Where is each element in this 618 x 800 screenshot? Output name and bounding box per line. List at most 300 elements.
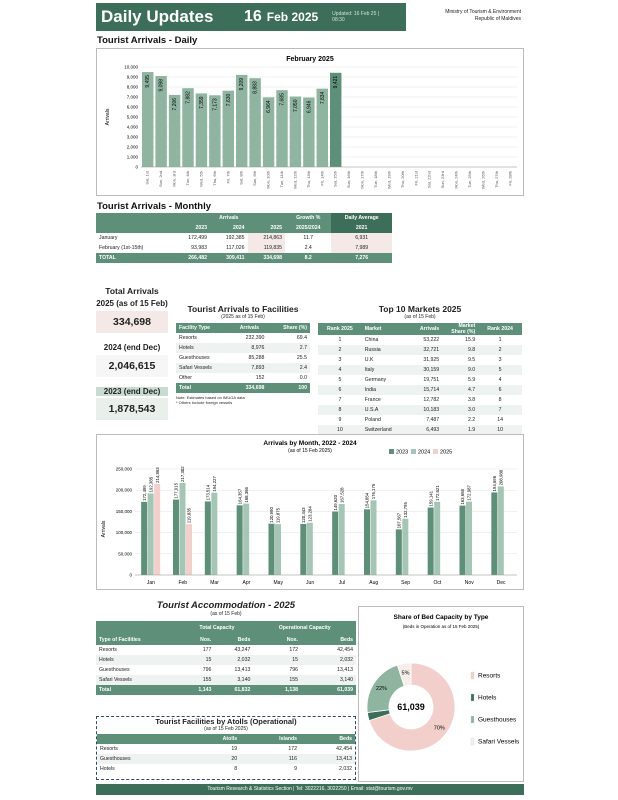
atoll-row-cell: Resorts	[100, 746, 118, 752]
market-row-cell: 53,222	[423, 337, 440, 343]
atolls-panel: Tourist Facilities by Atolls (Operational) (as of 15 Feb 2025) Atolls Islands Beds Resorts 19 172 42,454 Guesthouses 20 116 13,413 Hotels 8 9 2,032	[96, 716, 356, 780]
monthly-bar	[434, 502, 440, 575]
updated-stamp: Updated: 16 Feb 25 | 08:30	[332, 11, 380, 23]
daily-bar-label: 9,495	[145, 75, 152, 88]
accommodation-row-cell: Guesthouses	[99, 667, 130, 673]
market-row-cell: 7	[478, 405, 522, 415]
legend-swatch	[389, 449, 394, 454]
daily-x-tick: Wed, 19th	[386, 171, 392, 190]
monthly-y-tick: 100,000	[115, 530, 132, 536]
daily-y-tick: 7,000	[126, 94, 138, 100]
daily-bar-label: 7,050	[292, 99, 299, 113]
facility-row	[176, 363, 310, 373]
total-2024-value: 2,046,615	[96, 355, 168, 377]
monthly-chart-panel	[96, 434, 524, 590]
monthly-bar-label: 120,343	[301, 507, 307, 523]
market-row-cell: 1	[338, 337, 342, 343]
market-row-cell: U.K	[364, 357, 374, 363]
pie-slice-label: 5%	[401, 670, 410, 677]
monthly-section-title: Tourist Arrivals - Monthly	[97, 201, 212, 212]
market-row-cell: France	[364, 397, 381, 403]
total-arrivals-panel	[96, 286, 168, 420]
monthly-y-label: Arrivals	[101, 520, 107, 538]
monthly-bar-label: 119,875	[275, 507, 281, 524]
monthly-bar	[364, 509, 370, 575]
monthly-row-cell: 11.7	[303, 235, 314, 241]
daily-y-tick: 6,000	[126, 104, 138, 110]
accommodation-row-cell: 155	[253, 675, 301, 685]
monthly-row-cell: 93,983	[191, 245, 207, 251]
monthly-bar	[498, 486, 504, 575]
atoll-row-cell: 42,454	[336, 746, 352, 752]
monthly-bar-label: 194,227	[212, 476, 218, 492]
monthly-x-tick: May	[273, 580, 283, 586]
daily-bar-label: 7,882	[185, 91, 192, 104]
daily-x-tick: Thu, 27th	[493, 171, 499, 188]
facilities-subtitle: (2025 as of 15 Feb)	[221, 314, 265, 320]
monthly-bar-label: 173,514	[205, 484, 211, 501]
markets-title: Top 10 Markets 2025	[378, 304, 462, 314]
market-row-cell: 4.7	[442, 385, 478, 395]
monthly-bar	[243, 504, 249, 575]
accommodation-row-cell: 15	[181, 655, 215, 665]
atoll-row-cell: 19	[231, 746, 238, 752]
monthly-bar	[154, 484, 160, 575]
pie-slice-label: 22%	[375, 686, 387, 693]
market-row	[318, 365, 522, 375]
daily-bar-label: 9,209	[239, 77, 246, 91]
pie-legend-label: Safari Vessels	[478, 738, 520, 746]
pie-legend-swatch	[471, 716, 474, 723]
pie-subtitle: (Beds in Operation as of 15 Feb 2025)	[402, 624, 480, 629]
legend-label: 2025	[440, 449, 453, 456]
monthly-bar-label: 192,385	[148, 476, 154, 493]
monthly-y-tick: 250,000	[115, 466, 132, 472]
daily-y-tick: 3,000	[126, 134, 138, 140]
market-row-cell: 7	[338, 397, 342, 403]
accommodation-total-row: Total 1,143 61,832 1,138 61,039	[96, 685, 356, 695]
monthly-bar-label: 167,528	[339, 487, 345, 503]
daily-x-tick: Wed, 26th	[480, 171, 486, 190]
facilities-title: Tourist Arrivals to Facilities	[187, 304, 299, 314]
monthly-bar-label: 172,499	[141, 485, 147, 501]
facilities-total-row: Total 334,698 100	[176, 383, 310, 393]
monthly-bar	[275, 524, 281, 575]
monthly-x-tick: Nov	[464, 580, 474, 586]
total-2025-label: 2025 (as of 15 Feb)	[96, 299, 168, 308]
market-row-cell: 12,782	[423, 397, 440, 403]
daily-bar-label: 9,421	[333, 75, 340, 89]
daily-y-tick: 1,000	[126, 154, 138, 160]
daily-x-tick: Wed, 5th	[198, 171, 204, 187]
daily-x-tick: Mon, 24th	[453, 171, 459, 189]
daily-bar-label: 7,359	[198, 96, 205, 109]
header-bar	[96, 3, 524, 31]
facility-row	[176, 343, 310, 353]
daily-x-tick: Sun, 23rd	[440, 171, 446, 189]
market-row-cell: 2.2	[467, 417, 476, 423]
monthly-y-tick: 50,000	[118, 551, 132, 557]
monthly-bar-label: 214,863	[154, 467, 160, 483]
monthly-bar	[148, 493, 154, 575]
monthly-bar	[332, 512, 338, 575]
daily-x-tick: Tue, 25th	[467, 171, 472, 188]
market-row	[318, 405, 522, 415]
daily-x-tick: Mon, 3rd	[171, 171, 177, 187]
monthly-row-cell: February (1st-15th)	[99, 245, 144, 251]
facility-row	[176, 373, 310, 383]
daily-y-tick: 4,000	[126, 124, 138, 130]
monthly-row-cell: 172,499	[188, 235, 207, 241]
accommodation-row	[96, 665, 356, 675]
monthly-bar-label: 107,567	[396, 512, 402, 529]
daily-x-tick: Mon, 17th	[359, 171, 365, 189]
daily-y-tick: 8,000	[126, 84, 138, 90]
monthly-table: Arrivals Growth % Daily Average 2023 2024 2025 2025/2024 2021 January 172,499 192,385 214,863 11.7 6,931 February (1st-15th) 93,983 117,026 119,835 2.4 7,989 TOTAL 266,482 309,411 334,698 8.2 7,276	[96, 213, 392, 263]
facility-row-cell: Safari Vessels	[176, 363, 231, 373]
atoll-row-cell: 2,032	[339, 766, 352, 772]
monthly-bar	[428, 508, 434, 575]
ministry-label: Ministry of Tourism & Environment Republic of Maldives	[406, 3, 524, 31]
accommodation-subtitle: (as of 15 Feb)	[210, 611, 242, 617]
markets-panel: Top 10 Markets 2025 (as of 15 Feb) Rank 2025 Market Arrivals Market Share (%) Rank 2024 1 China 53,222 15.9 1 2 Russia 32,721 9.8 2 3 U.K 31,925 9.5 3 4 Italy 30,159 9.0 5 5 Germany 19,751 5.9 4 6 India 15,714 4.7 6 7 France 12,782 3.8 8 8 U.S.A 10,183 3.0 7 9 Poland 7,487 2.2 14 10 Switzerland 6,493 1.9 10	[318, 304, 522, 435]
market-row-cell: 9.5	[467, 357, 476, 363]
monthly-bar	[466, 502, 472, 575]
footer: Tourism Research & Statistics Section | Tel: 3022216, 3022250 | Email: stat@tourism.gov.mv	[96, 784, 524, 795]
market-row-cell: U.S.A	[362, 405, 407, 415]
market-row-cell: 9.0	[442, 365, 478, 375]
facility-row-cell: 152	[255, 375, 265, 381]
pie-center-label: 61,039	[397, 702, 425, 712]
monthly-arrivals-chart	[97, 435, 523, 589]
monthly-bar-label: 208,980	[498, 469, 504, 486]
monthly-y-tick: 0	[129, 572, 132, 578]
monthly-chart-title: Arrivals by Month, 2022 - 2024	[263, 440, 357, 447]
monthly-bar-label: 217,302	[180, 466, 186, 482]
daily-bar-label: 6,946	[306, 100, 313, 114]
facility-row-cell: 2.7	[267, 343, 310, 353]
accommodation-row	[96, 645, 356, 655]
daily-x-tick: Fri, 21st	[413, 171, 419, 186]
market-row-cell: 9	[338, 417, 342, 423]
daily-x-tick: Mon, 10th	[265, 171, 271, 189]
market-row-cell: 10	[478, 425, 522, 435]
accommodation-title: Tourist Accommodation - 2025	[156, 600, 296, 611]
daily-bar-label: 7,173	[212, 98, 219, 111]
header-day: 16	[244, 8, 262, 25]
monthly-row-cell: 6,931	[331, 233, 392, 243]
market-row-cell: 3.0	[442, 405, 478, 415]
monthly-bar	[173, 500, 179, 575]
monthly-bar	[269, 524, 275, 575]
daily-x-tick: Tue, 11th	[279, 171, 284, 188]
monthly-bar	[339, 504, 345, 575]
facility-row-cell: 69.4	[296, 335, 307, 341]
daily-y-tick: 5,000	[126, 114, 138, 120]
accommodation-row-cell: 13,413	[337, 667, 353, 673]
market-row-cell: 4	[318, 365, 362, 375]
pie-legend-label: Hotels	[478, 694, 497, 702]
facility-row-cell: Hotels	[176, 343, 231, 353]
daily-chart-panel	[96, 48, 524, 196]
accommodation-row-cell: 3,140	[301, 675, 356, 685]
pie-legend-swatch	[471, 694, 474, 701]
daily-x-tick: Sat, 1st	[144, 171, 150, 185]
market-row-cell: 10	[318, 425, 362, 435]
daily-chart-title: February 2025	[286, 56, 334, 63]
daily-bar-label: 7,630	[225, 93, 232, 107]
monthly-x-tick: Apr	[242, 580, 251, 586]
daily-arrivals-chart	[97, 49, 523, 195]
monthly-row	[96, 243, 392, 253]
total-arrivals-heading: Total Arrivals	[105, 286, 159, 296]
market-row-cell: 2	[318, 345, 362, 355]
accommodation-row-cell: 172	[289, 647, 298, 653]
facility-row-cell: Other	[179, 375, 192, 381]
total-2023-label: 2023 (end Dec)	[96, 387, 168, 396]
monthly-chart-subtitle: (as of 15 Feb 2025)	[288, 448, 332, 454]
market-row-cell: 4	[498, 377, 502, 383]
accommodation-row	[96, 655, 356, 665]
market-row-cell: 8	[318, 405, 362, 415]
monthly-bar-label: 154,854	[364, 492, 370, 509]
daily-bar-label: 8,883	[252, 81, 259, 94]
monthly-x-tick: Sep	[401, 580, 411, 586]
monthly-row-cell: 119,835	[248, 243, 286, 253]
market-row-cell: 5	[478, 365, 522, 375]
facility-row-cell: 25.5	[296, 355, 307, 361]
daily-x-tick: Sun, 2nd	[158, 171, 164, 188]
accommodation-row-cell: Resorts	[99, 647, 117, 653]
monthly-bar	[180, 483, 186, 575]
accommodation-row-cell: Hotels	[96, 655, 181, 665]
monthly-bar-label: 123,284	[307, 506, 313, 522]
monthly-bar	[237, 505, 243, 575]
daily-x-tick: Thu, 6th	[211, 171, 217, 186]
monthly-bar	[141, 502, 147, 575]
facility-row-cell: 2.4	[267, 363, 310, 373]
daily-x-tick: Sat, 15th	[332, 171, 338, 188]
monthly-bar	[205, 501, 211, 575]
market-row-cell: Italy	[362, 365, 407, 375]
total-2024-label: 2024 (end Dec)	[103, 343, 161, 352]
monthly-row-cell: January	[99, 235, 118, 241]
monthly-bar	[300, 524, 306, 575]
market-row	[318, 335, 522, 345]
facility-row-cell: Resorts	[179, 335, 197, 341]
daily-x-tick: Thu, 13th	[305, 171, 311, 188]
daily-bar-label: 6,964	[266, 100, 273, 113]
monthly-bar-label: 149,620	[332, 495, 338, 511]
daily-x-tick: Tue, 18th	[373, 171, 378, 188]
atoll-row-cell: Hotels	[100, 766, 115, 772]
total-2023-value: 1,878,543	[96, 398, 168, 420]
monthly-x-tick: Oct	[433, 580, 442, 586]
monthly-bar-label: 194,696	[492, 475, 498, 492]
atoll-row-cell: 8	[234, 766, 238, 772]
daily-x-tick: Fri, 28th	[507, 171, 513, 186]
facility-row-cell: 0.0	[299, 375, 307, 381]
market-row-cell: Russia	[362, 345, 407, 355]
market-row-cell: 19,751	[423, 377, 440, 383]
atolls-subtitle: (as of 15 Feb 2025)	[204, 726, 248, 732]
daily-bar-label: 7,834	[319, 91, 326, 105]
monthly-bar-label: 176,175	[371, 483, 377, 500]
accommodation-row-cell: 15	[253, 655, 301, 665]
daily-bar-label: 9,098	[158, 79, 165, 92]
accommodation-row-cell: Safari Vessels	[96, 675, 181, 685]
atoll-row-cell: 9	[294, 766, 298, 772]
pie-legend-swatch	[471, 738, 474, 745]
monthly-bar-label: 172,621	[434, 485, 440, 501]
daily-x-tick: Tue, 4th	[185, 171, 190, 186]
monthly-bar-label: 177,915	[173, 483, 179, 499]
pie-legend-label: Resorts	[478, 672, 501, 680]
market-row	[318, 395, 522, 405]
market-row	[318, 355, 522, 365]
monthly-bar-label: 120,990	[269, 507, 275, 523]
market-row-cell: 6	[318, 385, 362, 395]
market-row-cell: 3	[338, 357, 342, 363]
monthly-row-cell: 2.4	[304, 245, 312, 251]
monthly-x-tick: Jan	[146, 580, 155, 586]
market-row	[318, 385, 522, 395]
atolls-title: Tourist Facilities by Atolls (Operational)	[155, 717, 297, 726]
market-row-cell: 15.9	[465, 337, 476, 343]
markets-subtitle: (as of 15 Feb)	[404, 314, 436, 320]
monthly-row	[96, 233, 392, 243]
monthly-row-cell: 7,989	[331, 243, 392, 253]
market-row-cell: 8	[498, 397, 502, 403]
daily-x-tick: Sun, 16th	[346, 171, 352, 189]
accommodation-row-cell: 13,413	[234, 667, 251, 673]
monthly-total-row: TOTAL 266,482 309,411 334,698 8.2 7,276	[96, 253, 392, 263]
daily-x-tick: Sat, 8th	[238, 171, 244, 185]
daily-bar-label: 7,685	[279, 93, 286, 106]
market-row	[318, 375, 522, 385]
pie-legend-label: Guesthouses	[478, 716, 517, 724]
market-row-cell: 3.8	[467, 397, 476, 403]
monthly-bar-label: 163,658	[460, 489, 466, 505]
accommodation-panel: Tourist Accommodation - 2025 (as of 15 Feb) Total Capacity Operational Capacity Type of Facilities Nos. Beds Nos. Beds Resorts 177 43,247 172 42,454 Hotels 15 2,032 15 2,032 Guesthouses 796 13,413 796 13,413 Safari Vessels 155 3,140 155 3,140 Total 1,143 61,832 1,138 61,039	[96, 600, 356, 695]
facility-row-cell: 7,893	[231, 363, 267, 373]
header-month: Feb 2025	[266, 10, 319, 24]
monthly-x-tick: Mar	[210, 580, 219, 586]
market-row-cell: 6	[478, 385, 522, 395]
legend-label: 2024	[418, 449, 431, 456]
atoll-row-cell: Guesthouses	[97, 754, 189, 764]
daily-section-title: Tourist Arrivals - Daily	[97, 35, 198, 46]
market-row-cell: Poland	[364, 417, 381, 423]
facility-row-cell: 232,390	[245, 335, 265, 341]
monthly-y-tick: 200,000	[115, 487, 132, 493]
monthly-bar	[307, 523, 313, 575]
daily-x-tick: Fri, 14th	[319, 171, 325, 186]
daily-x-tick: Sat, 22nd	[426, 171, 432, 189]
pie-legend-swatch	[471, 672, 474, 679]
accommodation-row-cell: 177	[202, 647, 212, 653]
monthly-bar-label: 164,357	[237, 488, 243, 505]
accommodation-row-cell: 2,032	[301, 655, 356, 665]
legend-swatch	[411, 449, 416, 454]
accommodation-row-cell: 796	[289, 667, 298, 673]
monthly-x-tick: Aug	[369, 580, 379, 586]
monthly-x-tick: Dec	[496, 580, 506, 586]
monthly-bar-label: 119,835	[186, 507, 192, 524]
facility-row	[176, 353, 310, 363]
daily-bar-label: 7,206	[172, 97, 179, 111]
legend-label: 2023	[396, 449, 409, 456]
accommodation-row-cell: 155	[181, 675, 215, 685]
market-row-cell: 1	[498, 337, 502, 343]
monthly-bar	[186, 524, 192, 575]
accommodation-row-cell: 42,454	[337, 647, 353, 653]
monthly-bar-label: 132,795	[403, 502, 409, 518]
pie-title: Share of Bed Capacity by Type	[393, 614, 489, 621]
monthly-bar	[396, 529, 402, 575]
monthly-bar	[371, 500, 377, 575]
market-row-cell: 32,721	[407, 345, 442, 355]
accommodation-row-cell: 43,247	[234, 647, 251, 653]
facilities-panel: Tourist Arrivals to Facilities (2025 as of 15 Feb) Facility Type Arrivals Share (%) Resorts 232,390 69.4 Hotels 8,976 2.7 Guesthouses 85,288 25.5 Safari Vessels 7,893 2.4 Other 152 0.0 Total 334,698 100 Note: Estimates based on IMUGA data * Others include foreign vessels	[176, 304, 310, 405]
monthly-bar	[402, 519, 408, 575]
market-row-cell: 10,183	[407, 405, 442, 415]
daily-x-tick: Fri, 7th	[225, 171, 231, 184]
market-row-cell: 30,159	[407, 365, 442, 375]
market-row-cell: 1.9	[442, 425, 478, 435]
monthly-bar	[460, 506, 466, 575]
market-row-cell: Germany	[364, 377, 387, 383]
atoll-row	[97, 744, 355, 754]
facility-row-cell: 8,976	[231, 343, 267, 353]
monthly-bar-label: 172,987	[466, 485, 472, 501]
bed-share-chart	[359, 607, 523, 781]
facility-row-cell: 85,288	[248, 355, 265, 361]
daily-y-label: Arrivals	[105, 108, 111, 126]
bed-share-panel	[358, 606, 524, 782]
page-title: Daily Updates	[101, 7, 214, 26]
market-row-cell: 7,487	[426, 417, 440, 423]
atoll-row-cell: 13,413	[300, 754, 355, 764]
monthly-y-tick: 150,000	[115, 508, 132, 514]
market-row-cell: 9.8	[442, 345, 478, 355]
market-row-cell: 5.9	[467, 377, 476, 383]
monthly-row-cell: 117,026	[226, 245, 245, 251]
pie-slice-label: 70%	[433, 725, 445, 732]
total-2025-value: 334,698	[96, 311, 168, 333]
daily-y-tick: 2,000	[126, 144, 138, 150]
market-row-cell: 3	[498, 357, 502, 363]
market-row-cell: China	[364, 337, 379, 343]
monthly-bar	[491, 492, 497, 575]
market-row	[318, 345, 522, 355]
atoll-row-cell: 172	[288, 746, 298, 752]
accommodation-row-cell: 796	[202, 667, 212, 673]
market-row-cell: 15,714	[407, 385, 442, 395]
monthly-row-cell: 214,863	[248, 233, 286, 243]
daily-x-tick: Wed, 12th	[292, 171, 298, 190]
market-row-cell: 5	[338, 377, 342, 383]
daily-y-tick: 0	[135, 164, 138, 170]
atoll-row	[97, 764, 355, 774]
monthly-row-cell: 192,385	[225, 235, 245, 241]
accommodation-row-cell: 3,140	[214, 675, 253, 685]
market-row-cell: India	[362, 385, 407, 395]
market-row-cell: 31,925	[423, 357, 440, 363]
monthly-x-tick: Jul	[338, 580, 346, 586]
monthly-bar	[211, 493, 217, 575]
market-row-cell: 2	[478, 345, 522, 355]
